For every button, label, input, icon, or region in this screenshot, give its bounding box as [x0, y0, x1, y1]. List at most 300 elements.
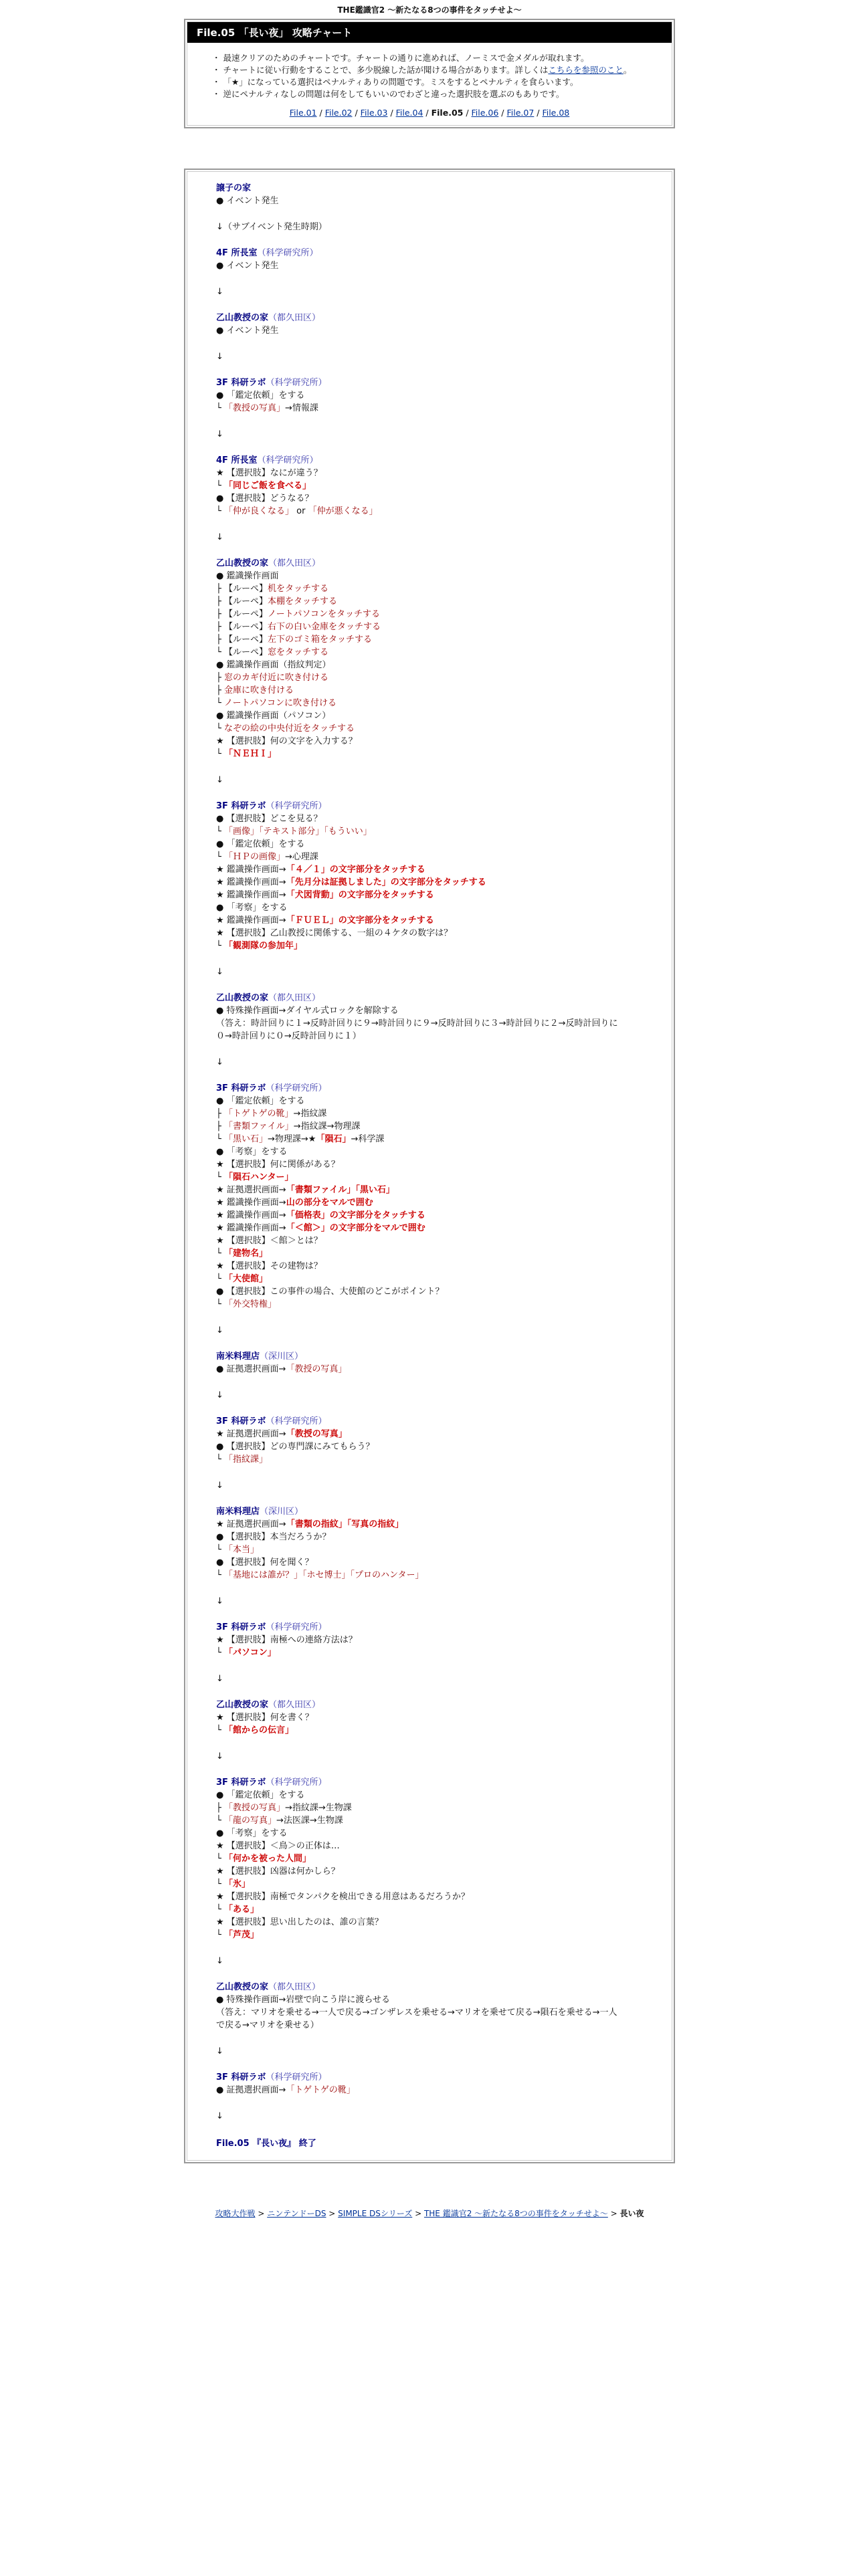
location-heading [216, 1505, 643, 1518]
chart-step [216, 1724, 643, 1737]
location-heading [216, 312, 643, 324]
chart-section [216, 1082, 643, 1337]
answer: 「基地には誰が？」「ホセ博士」「プロのハンター」 [223, 1570, 424, 1580]
step-text: ★ 証拠選択画面→ [216, 1519, 286, 1529]
step-text: ├ 【ルーペ】 [216, 609, 268, 619]
intro-note: ・ 最速クリアのためのチャートです。チャートの通りに進めれば、ノーミスで金メダルが取れます。 [212, 53, 589, 63]
step-text: ● イベント発生 [216, 261, 279, 271]
chart-step [216, 914, 643, 927]
location-area: （科学研究所） [266, 378, 327, 388]
penalty-answer: 「観測隊の参加年」 [223, 941, 302, 951]
chart-section [216, 312, 643, 363]
location-heading [216, 992, 643, 1004]
step-text: └ 【ルーペ】 [216, 647, 268, 657]
penalty-answer: 山の部分をマルで囲む [286, 1198, 373, 1208]
answer: 「仲が悪くなる」 [308, 506, 378, 516]
chart-step [216, 195, 643, 207]
file-navigation [212, 107, 647, 119]
step-text: └ [216, 1299, 224, 1309]
chart-step [216, 1929, 643, 1941]
chart-section [216, 247, 643, 298]
answer: 「教授の写真」 [286, 1364, 347, 1374]
intro-note-end: 。 [623, 65, 632, 75]
flow-arrow: ↓（サブイベント発生時期） [216, 222, 327, 232]
location-area: （科学研究所） [266, 2072, 327, 2082]
breadcrumb-separator: > [255, 2209, 268, 2218]
chart-step [216, 813, 643, 825]
breadcrumb-separator: > [607, 2209, 620, 2218]
step-text: ★ 鑑識操作画面→ [216, 1210, 286, 1220]
penalty-answer: 「同じご飯を食べる」 [223, 481, 311, 491]
step-text: ● 特殊操作画面→ダイヤル式ロックを解除する [216, 1006, 399, 1016]
penalty-answer: 「ある」 [223, 1905, 259, 1915]
flow-arrow: ↓ [216, 1596, 223, 1606]
chart-step [216, 940, 643, 952]
penalty-answer: 「書類の指紋」「写真の指紋」 [286, 1519, 404, 1529]
location-heading [216, 1350, 643, 1363]
breadcrumb-link[interactable]: SIMPLE DSシリーズ [338, 2209, 413, 2218]
answer: 「本当」 [223, 1545, 259, 1555]
chart-step [216, 1158, 643, 1171]
answer: 「黒い石」 [223, 1134, 268, 1144]
step-text: └ [216, 1274, 224, 1284]
chart-step [216, 1260, 643, 1273]
location-area: （深川区） [260, 1352, 304, 1362]
step-text: で戻る→マリオを乗せる） [216, 2020, 319, 2030]
flow-arrow: ↓ [216, 532, 223, 542]
flow-arrow: ↓ [216, 1325, 223, 1335]
chart-step [216, 1711, 643, 1724]
step-text: └ [216, 1854, 224, 1864]
chart-step [216, 863, 643, 876]
step-text: ★ 【選択肢】南極でタンパクを検出できる用意はあるだろうか？ [216, 1892, 470, 1902]
step-text: └ [216, 1134, 224, 1144]
step-text: →科学課 [351, 1134, 385, 1144]
step-text: ├ 【ルーペ】 [216, 584, 268, 594]
step-text: └ [216, 481, 224, 491]
penalty-answer: 「価格表」の文字部分をタッチする [286, 1210, 425, 1220]
chart-step [216, 505, 643, 518]
breadcrumb-separator: > [412, 2209, 424, 2218]
chart-step [216, 2084, 643, 2097]
chart-section [216, 182, 643, 233]
step-text: ★ 鑑識操作画面→ [216, 916, 286, 926]
chart-step [216, 1171, 643, 1184]
chart-step [216, 633, 643, 646]
nav-file-link[interactable]: File.02 [324, 108, 353, 118]
step-text: ● 証拠選択画面→ [216, 2085, 286, 2095]
chart-step [216, 389, 643, 402]
answer: 「トゲトゲの靴」 [286, 2085, 355, 2095]
step-text: （答え：マリオを乗せる→一人で戻る→ゴンザレスを乗せる→マリオを乗せて戻る→隕石を乗せる→一人 [216, 2008, 617, 2018]
step-text: └ [216, 1455, 224, 1465]
breadcrumb [184, 2208, 675, 2219]
chart-step [216, 901, 643, 914]
nav-separator: / [316, 108, 325, 118]
step-text: └ [216, 1725, 224, 1735]
breadcrumb-link[interactable]: ニンテンドーDS [267, 2209, 326, 2218]
answer: 「指紋課」 [223, 1455, 268, 1465]
location-heading [216, 454, 643, 467]
step-text: ● 「鑑定依頼」をする [216, 1096, 305, 1106]
chart-step [216, 492, 643, 505]
chart-section [216, 1699, 643, 1763]
answer: 「龍の写真」 [223, 1816, 276, 1826]
answer: 窓をタッチする [267, 647, 328, 657]
chart-step [216, 1146, 643, 1158]
flow-arrow: ↓ [216, 287, 223, 297]
chart-step [216, 1453, 643, 1466]
location-area: （科学研究所） [266, 1416, 327, 1426]
penalty-answer: 「館からの伝言」 [223, 1725, 294, 1735]
step-text: ● 【選択肢】どこを見る？ [216, 814, 322, 824]
chart-step [216, 1556, 643, 1569]
chart-step [216, 1852, 643, 1865]
step-text: ★ 鑑識操作画面→ [216, 877, 286, 887]
flow-arrow: ↓ [216, 775, 223, 785]
step-text: →物理課→★ [267, 1134, 316, 1144]
step-text: ● 「鑑定依頼」をする [216, 1790, 305, 1800]
step-text: →指紋課→物理課 [293, 1121, 361, 1132]
chart-step [216, 1184, 643, 1196]
chart-step [216, 1133, 643, 1146]
location-area: （科学研究所） [266, 1083, 327, 1093]
step-text: ★ 【選択肢】なにが違う？ [216, 468, 322, 478]
step-text: ● 鑑識操作画面（パソコン） [216, 711, 331, 721]
answer: 机をタッチする [267, 584, 328, 594]
location-name: 譲子の家 [216, 183, 252, 193]
step-text: ├ 【ルーペ】 [216, 622, 268, 632]
step-text: ├ 【ルーペ】 [216, 635, 268, 645]
flow-arrow: ↓ [216, 1481, 223, 1491]
flow-arrow: ↓ [216, 1674, 223, 1684]
answer: 「外交特権」 [223, 1299, 276, 1309]
chart-section [216, 1415, 643, 1492]
penalty-answer: 「パソコン」 [223, 1648, 276, 1658]
penalty-answer: 「建物名」 [223, 1249, 268, 1259]
chart-step [216, 479, 643, 492]
flow-arrow: ↓ [216, 1057, 223, 1067]
location-name: 3F 科研ラボ [216, 1622, 266, 1632]
nav-separator: / [352, 108, 361, 118]
step-text: ★ 【選択肢】その建物は？ [216, 1261, 322, 1271]
step-text: →指紋課 [293, 1109, 327, 1119]
nav-file-link[interactable]: File.07 [506, 108, 535, 118]
location-heading [216, 377, 643, 389]
step-text: └ [216, 1545, 224, 1555]
breadcrumb-separator: > [326, 2209, 339, 2218]
chart-step [216, 1247, 643, 1260]
penalty-answer: 「芦茂」 [223, 1930, 259, 1940]
penalty-answer: 「犬図背動」の文字部分をタッチする [286, 890, 434, 900]
location-area: （科学研究所） [257, 455, 318, 465]
step-text: ● 「鑑定依頼」をする [216, 391, 305, 401]
step-text: ● イベント発生 [216, 196, 279, 206]
step-text: ├ [216, 1803, 224, 1813]
step-text: ★ 鑑識操作画面→ [216, 1198, 286, 1208]
step-text: ★ 【選択肢】＜鳥＞の正体は… [216, 1841, 340, 1851]
penalty-answer: 「先月分は証拠しました」の文字部分をタッチする [286, 877, 486, 887]
penalty-answer: 「ＦＵＥＬ」の文字部分をタッチする [286, 916, 434, 926]
chart-step [216, 1840, 643, 1852]
step-text: ├ [216, 1121, 224, 1132]
step-text: └ [216, 852, 224, 862]
chart-step [216, 838, 643, 851]
nav-separator: / [423, 108, 432, 118]
location-name: 3F 科研ラボ [216, 1416, 266, 1426]
penalty-answer: 「大使館」 [223, 1274, 268, 1284]
intro-box [184, 19, 675, 128]
chart-section [216, 1621, 643, 1685]
location-name: 3F 科研ラボ [216, 1083, 266, 1093]
chart-step [216, 1235, 643, 1247]
chart-step [216, 722, 643, 735]
step-text: ● 【選択肢】本当だろうか？ [216, 1532, 331, 1542]
flow-arrow: ↓ [216, 1390, 223, 1400]
step-text: └ [216, 698, 224, 708]
answer: 「ＨＰの画像」 [223, 852, 285, 862]
step-text: ★ 証拠選択画面→ [216, 1429, 286, 1439]
step-text: ● 【選択肢】何を聞く？ [216, 1558, 314, 1568]
chart-step [216, 1004, 643, 1017]
chart-step [216, 1634, 643, 1646]
chart-step [216, 467, 643, 479]
step-text: ● 鑑識操作画面（指紋判定） [216, 660, 331, 670]
chart-step [216, 1518, 643, 1531]
answer: 窓のカギ付近に吹き付ける [223, 673, 328, 683]
location-area: （都久田区） [268, 558, 321, 568]
nav-file-link[interactable]: File.04 [395, 108, 423, 118]
step-text: →情報課 [284, 403, 318, 413]
answer: 「教授の写真」 [223, 1803, 285, 1813]
step-text: →法医課→生物課 [276, 1816, 343, 1826]
step-text: ● 【選択肢】どうなる？ [216, 494, 314, 504]
location-heading [216, 1981, 643, 1994]
location-name: 4F 所長室 [216, 455, 258, 465]
location-name: 南米料理店 [216, 1507, 260, 1517]
answer: 「画像」「テキスト部分」「もういい」 [223, 827, 372, 837]
location-heading [216, 1621, 643, 1634]
chart-step [216, 1273, 643, 1285]
penalty-answer: 「氷」 [223, 1879, 250, 1889]
answer: 「教授の写真」 [223, 403, 285, 413]
location-name: 3F 科研ラボ [216, 1778, 266, 1788]
breadcrumb-current: 長い夜 [619, 2209, 644, 2218]
location-area: （都久田区） [268, 1700, 321, 1710]
step-text: └ [216, 749, 224, 759]
penalty-answer: 「＜館＞」の文字部分をマルで囲む [286, 1223, 425, 1233]
flow-arrow: ↓ [216, 1956, 223, 1966]
chart-section [216, 1350, 643, 1402]
chart-step [216, 710, 643, 722]
reference-link[interactable]: こちらを参照のこと [548, 65, 624, 75]
step-text: ● 【選択肢】この事件の場合、大使館のどこがポイント？ [216, 1287, 444, 1297]
chart-step [216, 1865, 643, 1878]
step-text: └ [216, 506, 224, 516]
step-text: └ [216, 941, 224, 951]
chart-step [216, 1107, 643, 1120]
step-text: ★ 鑑識操作画面→ [216, 865, 286, 875]
location-name: 3F 科研ラボ [216, 801, 266, 811]
chart-step [216, 748, 643, 760]
chart-step [216, 1196, 643, 1209]
chart-step [216, 582, 643, 595]
location-name: 4F 所長室 [216, 248, 258, 258]
chart-step [216, 1903, 643, 1916]
step-text: └ [216, 1648, 224, 1658]
location-area: （科学研究所） [266, 801, 327, 811]
chart-step [216, 570, 643, 582]
step-text: ● 「考察」をする [216, 903, 288, 913]
nav-separator: / [463, 108, 472, 118]
step-text: →心理課 [284, 852, 318, 862]
nav-file-link[interactable]: File.08 [542, 108, 570, 118]
location-area: （都久田区） [268, 1982, 321, 1992]
chart-step [216, 1363, 643, 1376]
answer: 右下の白い金庫をタッチする [267, 622, 381, 632]
location-name: 南米料理店 [216, 1352, 260, 1362]
location-area: （都久田区） [268, 993, 321, 1003]
flow-arrow: ↓ [216, 967, 223, 977]
chart-section [216, 1776, 643, 1967]
chart-step [216, 671, 643, 684]
answer: なぞの絵の中央付近をタッチする [223, 724, 355, 734]
step-text: ● イベント発生 [216, 326, 279, 336]
nav-current-file: File.05 [431, 108, 464, 118]
step-text: ● 「考察」をする [216, 1147, 288, 1157]
step-text: or [293, 506, 308, 516]
chart-step [216, 1814, 643, 1827]
chart-step [216, 259, 643, 272]
intro-note [212, 64, 647, 76]
chart-step [216, 1891, 643, 1903]
chart-step [216, 1827, 643, 1840]
step-text: ★ 【選択肢】乙山教授に関係する、一組の４ケタの数字は？ [216, 928, 453, 938]
chart-step [216, 1017, 643, 1030]
location-name: 乙山教授の家 [216, 558, 269, 568]
step-text: └ [216, 1879, 224, 1889]
strategy-chart [184, 169, 675, 2163]
chart-step [216, 1428, 643, 1440]
breadcrumb-link[interactable]: THE 鑑識官2 〜新たなる8つの事件をタッチせよ〜 [423, 2209, 608, 2218]
location-heading [216, 557, 643, 570]
step-text: └ [216, 724, 224, 734]
chart-step [216, 1878, 643, 1891]
step-text: ★ 【選択肢】＜館＞とは？ [216, 1236, 322, 1246]
chart-step [216, 927, 643, 940]
chart-section [216, 2071, 643, 2123]
location-area: （都久田区） [268, 313, 321, 323]
intro-note: ・ 逆にペナルティなしの問題は何をしてもいいのでわざと違った選択肢を選ぶのもありです。 [212, 89, 565, 99]
penalty-answer: 「教授の写真」 [286, 1429, 347, 1439]
location-heading [216, 800, 643, 813]
answer: 本棚をタッチする [267, 597, 337, 607]
step-text: ★ 鑑識操作画面→ [216, 890, 286, 900]
chart-step [216, 646, 643, 659]
location-heading [216, 1776, 643, 1789]
flow-arrow: ↓ [216, 2046, 223, 2056]
step-text: ● 【選択肢】どの専門課にみてもらう？ [216, 1442, 375, 1452]
step-text: └ [216, 1905, 224, 1915]
location-name: 乙山教授の家 [216, 313, 269, 323]
chart-step [216, 1916, 643, 1929]
nav-file-link[interactable]: File.01 [289, 108, 317, 118]
answer: 「仲が良くなる」 [223, 506, 294, 516]
chart-section [216, 454, 643, 544]
step-text: ├ 【ルーペ】 [216, 597, 268, 607]
nav-separator: / [534, 108, 543, 118]
flow-arrow: ↓ [216, 352, 223, 362]
flow-arrow: ↓ [216, 1751, 223, 1761]
location-name: 乙山教授の家 [216, 1982, 269, 1992]
penalty-answer: 「ＮＥＨＩ」 [223, 749, 276, 759]
penalty-answer: 「隕石」 [316, 1134, 351, 1144]
step-text: （答え：時計回りに１→反時計回りに９→時計回りに９→反時計回りに３→時計回りに２→反時計回りに [216, 1018, 618, 1029]
step-text: └ [216, 403, 224, 413]
answer: 金庫に吹き付ける [223, 685, 294, 695]
chart-step [216, 659, 643, 671]
step-text: ├ [216, 1109, 224, 1119]
chart-section [216, 377, 643, 441]
step-text: ● 鑑識操作画面 [216, 571, 279, 581]
chart-step [216, 1569, 643, 1582]
chart-end: File.05 『長い夜』 終了 [216, 2139, 316, 2149]
step-text: ● 「考察」をする [216, 1828, 288, 1838]
step-text: ★ 【選択肢】何に関係がある？ [216, 1160, 340, 1170]
step-text: →指紋課→生物課 [284, 1803, 352, 1813]
chart-step [216, 595, 643, 608]
location-name: 3F 科研ラボ [216, 378, 266, 388]
chart-step [216, 1222, 643, 1235]
page [184, 0, 675, 2219]
nav-file-link[interactable]: File.06 [471, 108, 499, 118]
step-text: ★ 【選択肢】何を書く？ [216, 1713, 314, 1723]
chart-step [216, 1994, 643, 2006]
chart-section [216, 992, 643, 1069]
nav-file-link[interactable]: File.03 [360, 108, 388, 118]
chart-step [216, 1285, 643, 1298]
step-text: └ [216, 1930, 224, 1940]
chart-step [216, 1440, 643, 1453]
chart-step [216, 825, 643, 838]
penalty-answer: 「隕石ハンター」 [223, 1172, 294, 1182]
location-heading [216, 247, 643, 259]
intro-note-text: ・ チャートに従い行動をすることで、多少脱線した話が聞ける場合があります。詳しくは [212, 65, 549, 75]
location-name: 乙山教授の家 [216, 993, 269, 1003]
chart-step [216, 1209, 643, 1222]
chart-step [216, 1802, 643, 1814]
chart-section [216, 1505, 643, 1608]
location-name: 乙山教授の家 [216, 1700, 269, 1710]
chart-step [216, 1646, 643, 1659]
location-heading [216, 182, 643, 195]
location-area: （科学研究所） [266, 1778, 327, 1788]
chart-step [216, 2019, 643, 2032]
chart-step [216, 1030, 643, 1043]
answer: ノートパソコンをタッチする [267, 609, 381, 619]
answer: 「トゲトゲの靴」 [223, 1109, 294, 1119]
location-heading [216, 1699, 643, 1711]
step-text: ★ 【選択肢】凶器は何かしら？ [216, 1866, 340, 1876]
breadcrumb-link[interactable]: 攻略大作戦 [215, 2209, 256, 2218]
chart-step [216, 1298, 643, 1311]
chart-step [216, 851, 643, 863]
chart-step [216, 1531, 643, 1543]
answer: ノートパソコンに吹き付ける [223, 698, 337, 708]
chart-step [216, 1095, 643, 1107]
intro-note: ・ 「★」になっている選択はペナルティありの問題です。ミスをするとペナルティを食らいます。 [212, 77, 579, 87]
penalty-answer: 「何かを被った人間」 [223, 1854, 311, 1864]
